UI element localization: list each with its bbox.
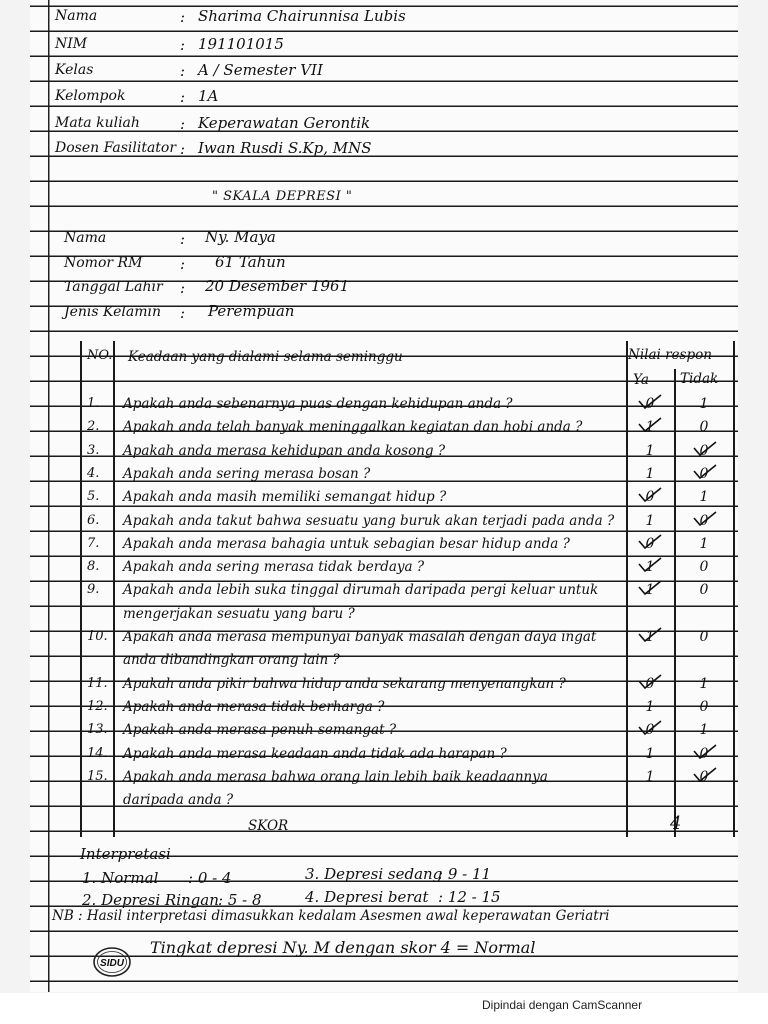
- student-field-colon: :: [180, 36, 186, 54]
- row-question-continued: anda dibandingkan orang lain ?: [123, 652, 340, 669]
- depression-scale-table: [80, 341, 735, 837]
- row-question: Apakah anda telah banyak meninggalkan kegiatan dan hobi anda ?: [123, 419, 583, 436]
- row-tidak-value: 0: [699, 768, 709, 785]
- row-question: Apakah anda merasa tidak berharga ?: [123, 698, 385, 715]
- row-number: 11.: [87, 675, 108, 691]
- table-divider-ya: [674, 369, 676, 837]
- row-ya-value: 1: [645, 559, 655, 576]
- student-field-colon: :: [180, 8, 186, 26]
- student-field-value: A / Semester VII: [198, 61, 323, 79]
- row-question: Apakah anda merasa kehidupan anda kosong ?: [123, 442, 446, 459]
- patient-field-label: Nomor RM: [64, 255, 143, 271]
- row-question: Apakah anda pikir bahwa hidup anda sekarang menyenangkan ?: [123, 675, 566, 692]
- interpretation-range: : 9 - 11: [438, 865, 492, 883]
- interpretation-title: Interpretasi: [80, 845, 171, 863]
- table-divider-question: [626, 341, 628, 837]
- row-question: Apakah anda lebih suka tinggal dirumah daripada pergi keluar untuk: [123, 582, 599, 599]
- check-mark-icon: [635, 578, 665, 598]
- patient-field-label: Tanggal Lahir: [64, 279, 163, 295]
- student-field-colon: :: [180, 62, 186, 80]
- row-number: 15.: [87, 768, 108, 784]
- table-border-right: [733, 341, 735, 837]
- scanner-footer-text: Dipindai dengan CamScanner: [482, 998, 643, 1012]
- header-no: NO.: [87, 348, 113, 363]
- student-field-value: Sharima Chairunnisa Lubis: [198, 7, 406, 25]
- patient-field-colon: :: [180, 279, 186, 297]
- row-number: 13.: [87, 722, 108, 738]
- sidu-logo-icon: [92, 945, 132, 979]
- score-label: SKOR: [248, 818, 289, 834]
- row-tidak-value: 1: [699, 535, 709, 552]
- row-ya-value: 1: [645, 745, 655, 762]
- row-tidak-value: 0: [699, 419, 709, 436]
- check-mark-icon: [635, 718, 665, 738]
- check-mark-icon: [635, 485, 665, 505]
- interpretation-label: 1. Normal: [82, 869, 159, 887]
- row-question: Apakah anda sering merasa bosan ?: [123, 465, 371, 482]
- check-mark-icon: [635, 392, 665, 412]
- row-ya-value: 1: [645, 582, 655, 599]
- student-field-value: 1A: [198, 87, 219, 105]
- row-ya-value: 0: [645, 675, 655, 692]
- row-tidak-value: 0: [699, 698, 709, 715]
- row-number: 3.: [87, 442, 100, 458]
- check-mark-icon: [690, 509, 720, 529]
- patient-field-label: Jenis Kelamin: [64, 304, 161, 320]
- row-question: Apakah anda merasa keadaan anda tidak ada harapan ?: [123, 745, 507, 762]
- row-number: 6.: [87, 512, 100, 528]
- row-ya-value: 1: [645, 629, 655, 645]
- row-number: 8.: [87, 559, 100, 575]
- row-number: 7.: [87, 535, 100, 551]
- row-number: 9.: [87, 582, 100, 598]
- interpretation-range: : 12 - 15: [438, 888, 501, 906]
- student-field-label: Kelas: [55, 62, 94, 78]
- interpretation-label: 4. Depresi berat: [305, 888, 429, 906]
- header-question: Keadaan yang dialami selama seminggu: [128, 349, 403, 365]
- patient-field-value: Ny. Maya: [205, 228, 276, 246]
- row-ya-value: 1: [645, 419, 655, 436]
- row-tidak-value: 0: [699, 442, 709, 459]
- logo-text: SIDU: [100, 958, 124, 969]
- row-question-continued: daripada anda ?: [123, 792, 234, 809]
- row-number: 5.: [87, 489, 100, 505]
- patient-field-value: 61 Tahun: [215, 253, 286, 271]
- student-field-value: Keperawatan Gerontik: [198, 114, 371, 132]
- row-tidak-value: 0: [699, 629, 709, 645]
- row-number: 2.: [87, 419, 100, 435]
- header-tidak: Tidak: [680, 371, 719, 387]
- row-ya-value: 1: [645, 442, 655, 459]
- student-field-label: Mata kuliah: [55, 115, 140, 131]
- row-ya-value: 0: [645, 535, 655, 552]
- table-border-left: [80, 341, 82, 837]
- student-field-value: Iwan Rusdi S.Kp, MNS: [198, 139, 372, 157]
- row-ya-value: 1: [645, 768, 655, 785]
- table-divider-no: [113, 341, 115, 837]
- scanner-footer-bar: [0, 993, 768, 1024]
- check-mark-icon: [690, 439, 720, 459]
- row-question: Apakah anda merasa bahwa orang lain lebih baik keadaannya: [123, 768, 548, 785]
- row-ya-value: 0: [645, 722, 655, 739]
- row-number: 1.: [87, 396, 100, 411]
- check-mark-icon: [690, 742, 720, 762]
- student-field-label: Kelompok: [55, 88, 126, 104]
- student-field-label: Nama: [55, 8, 98, 24]
- row-ya-value: 1: [645, 465, 655, 482]
- row-number: 10.: [87, 629, 108, 644]
- score-value: 4: [670, 813, 682, 834]
- row-ya-value: 0: [645, 489, 655, 506]
- conclusion-text: Tingkat depresi Ny. M dengan skor 4 = Normal: [150, 938, 536, 957]
- student-field-label: Dosen Fasilitator: [55, 140, 177, 156]
- row-question: Apakah anda merasa bahagia untuk sebagian besar hidup anda ?: [123, 535, 570, 552]
- student-field-value: 191101015: [198, 35, 284, 53]
- note-text: NB : Hasil interpretasi dimasukkan kedalam Asesmen awal keperawatan Geriatri: [52, 908, 610, 924]
- scale-title: " SKALA DEPRESI ": [212, 189, 353, 204]
- row-tidak-value: 1: [699, 396, 709, 412]
- row-question: Apakah anda takut bahwa sesuatu yang buruk akan terjadi pada anda ?: [123, 512, 615, 529]
- student-field-colon: :: [180, 115, 186, 133]
- row-tidak-value: 0: [699, 512, 709, 529]
- student-field-label: NIM: [55, 36, 88, 52]
- patient-field-colon: :: [180, 255, 186, 273]
- check-mark-icon: [635, 672, 665, 692]
- student-field-colon: :: [180, 88, 186, 106]
- check-mark-icon: [635, 625, 665, 645]
- check-mark-icon: [635, 555, 665, 575]
- row-tidak-value: 1: [699, 722, 709, 739]
- row-tidak-value: 0: [699, 559, 709, 576]
- row-question: Apakah anda merasa mempunyai banyak masalah dengan daya ingat: [123, 629, 597, 645]
- row-tidak-value: 1: [699, 489, 709, 506]
- row-tidak-value: 0: [699, 465, 709, 482]
- row-question: Apakah anda merasa penuh semangat ?: [123, 722, 397, 739]
- row-ya-value: 1: [645, 698, 655, 715]
- row-tidak-value: 0: [699, 582, 709, 599]
- interpretation-range: : 0 - 4: [188, 869, 232, 887]
- check-mark-icon: [635, 532, 665, 552]
- header-response: Nilai respon: [628, 347, 712, 363]
- student-field-colon: :: [180, 140, 186, 158]
- check-mark-icon: [635, 415, 665, 435]
- patient-field-value: Perempuan: [208, 302, 295, 320]
- row-question: Apakah anda sebenarnya puas dengan kehidupan anda ?: [123, 396, 513, 412]
- interpretation-label: 3. Depresi sedang: [305, 865, 443, 883]
- patient-field-colon: :: [180, 304, 186, 322]
- interpretation-label: 2. Depresi Ringan: [82, 891, 219, 909]
- header-ya: Ya: [633, 372, 649, 388]
- row-ya-value: 1: [645, 512, 655, 529]
- row-tidak-value: 1: [699, 675, 709, 692]
- row-tidak-value: 0: [699, 745, 709, 762]
- row-question: Apakah anda masih memiliki semangat hidup ?: [123, 489, 447, 506]
- patient-field-colon: :: [180, 230, 186, 248]
- patient-field-label: Nama: [64, 230, 107, 246]
- row-number: 4.: [87, 465, 100, 481]
- row-ya-value: 0: [645, 396, 655, 412]
- patient-field-value: 20 Desember 1961: [205, 277, 350, 295]
- row-number: 12.: [87, 698, 108, 714]
- check-mark-icon: [690, 462, 720, 482]
- check-mark-icon: [690, 765, 720, 785]
- row-number: 14.: [87, 745, 108, 761]
- row-question: Apakah anda sering merasa tidak berdaya ?: [123, 559, 425, 576]
- interpretation-range: : 5 - 8: [218, 891, 262, 909]
- row-question-continued: mengerjakan sesuatu yang baru ?: [123, 605, 355, 622]
